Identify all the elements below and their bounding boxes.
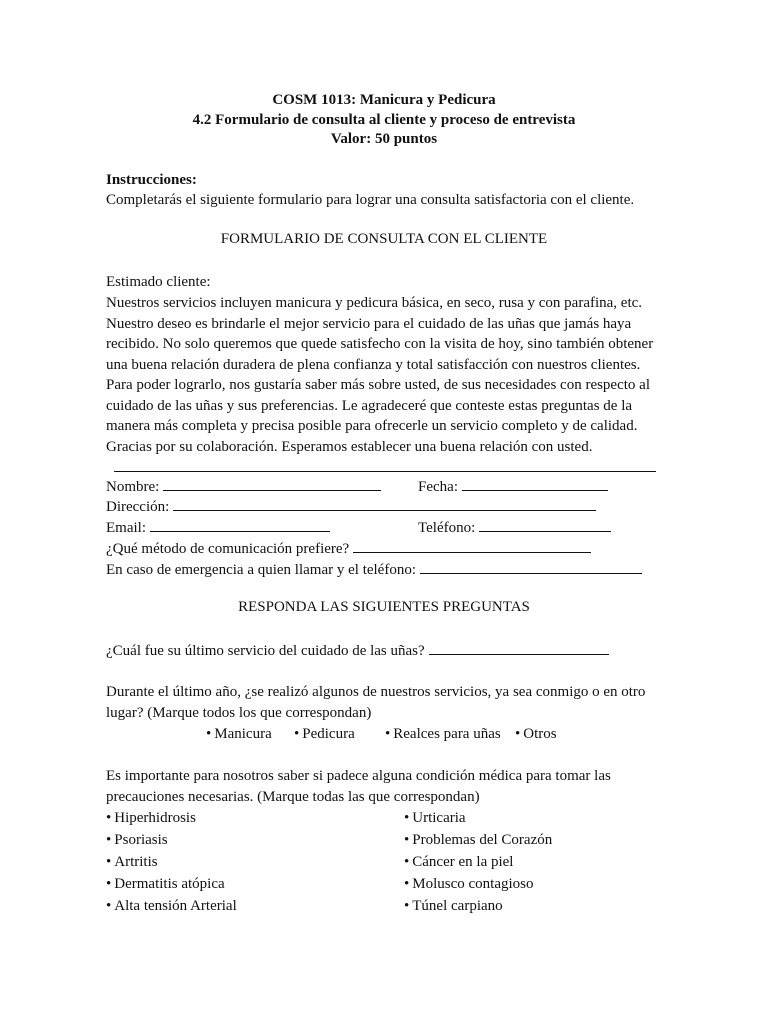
instructions-text: Completarás el siguiente formulario para lograr una consulta satisfactoria con el cliente. [106,192,635,208]
phone-field [418,518,611,539]
address-blank[interactable] [173,497,596,511]
date-blank[interactable] [462,477,608,491]
contact-method-label: ¿Qué método de comunicación prefiere? [106,541,350,557]
letter-line: cuidado de las uñas y sus preferencias. Le agradeceré que conteste estas preguntas de la [106,398,633,414]
contact-method-field [106,539,591,560]
letter-line: Nuestros servicios incluyen manicura y pedicura básica, en seco, rusa y con parafina, etc. [106,295,643,311]
letter-line: una buena relación duradera de plena confianza y total satisfacción con nuestros clientes. [106,357,641,373]
condition-corazon[interactable]: • Problemas del Corazón [404,830,552,851]
course-title: COSM 1013: Manicura y Pedicura [272,92,496,108]
option-realces[interactable]: • Realces para uñas [385,724,501,745]
condition-cancer-piel[interactable]: • Cáncer en la piel [404,852,513,873]
date-field [418,477,608,498]
emergency-field [106,560,642,581]
name-label: Nombre: [106,479,160,495]
name-field [106,477,381,498]
option-manicura[interactable]: • Manicura [206,724,272,745]
letter-line: recibido. No solo queremos que quede satisfecho con la visita de hoy, sino también obtener [106,336,654,352]
condition-urticaria[interactable]: • Urticaria [404,808,466,829]
condition-psoriasis[interactable]: • Psoriasis [106,830,168,851]
question-conditions-line: Es importante para nosotros saber si padece alguna condición médica para tomar las [106,768,611,784]
name-blank[interactable] [163,477,381,491]
condition-alta-tension[interactable]: • Alta tensión Arterial [106,896,237,917]
email-blank[interactable] [150,518,330,532]
option-pedicura[interactable]: • Pedicura [294,724,355,745]
condition-molusco[interactable]: • Molusco contagioso [404,874,534,895]
email-label: Email: [106,520,146,536]
date-label: Fecha: [418,479,458,495]
emergency-label: En caso de emergencia a quien llamar y el teléfono: [106,562,417,578]
condition-hiperhidrosis[interactable]: • Hiperhidrosis [106,808,196,829]
question-services-line: Durante el último año, ¿se realizó algunos de nuestros servicios, ya sea conmigo o en otro [106,684,646,700]
address-field [106,497,596,518]
option-otros[interactable]: • Otros [515,724,557,745]
letter-line: Para poder lograrlo, nos gustaría saber más sobre usted, de sus necesidades con respecto al [106,377,650,393]
letter-greeting: Estimado cliente: [106,274,211,290]
email-field [106,518,330,539]
letter-line: Gracias por su colaboración. Esperamos establecer una buena relación con usted. [106,439,593,455]
last-service-blank[interactable] [429,641,609,655]
points-value: Valor: 50 puntos [330,131,438,147]
letter-line: Nuestro deseo es brindarle el mejor servicio para el cuidado de las uñas que jamás haya [106,316,632,332]
condition-tunel-carpiano[interactable]: • Túnel carpiano [404,896,503,917]
phone-label: Teléfono: [418,520,476,536]
condition-artritis[interactable]: • Artritis [106,852,158,873]
assignment-title: 4.2 Formulario de consulta al cliente y proceso de entrevista [192,112,576,128]
contact-method-blank[interactable] [353,539,591,553]
questions-title: RESPONDA LAS SIGUIENTES PREGUNTAS [238,599,530,615]
form-title: FORMULARIO DE CONSULTA CON EL CLIENTE [220,231,548,247]
question-last-service-label: ¿Cuál fue su último servicio del cuidado de las uñas? [106,643,425,659]
emergency-blank[interactable] [420,560,642,574]
instructions-heading: Instrucciones: [106,172,197,188]
phone-blank[interactable] [479,518,611,532]
question-conditions-line: precauciones necesarias. (Marque todas las que correspondan) [106,789,480,805]
separator-line [114,471,656,472]
address-label: Dirección: [106,499,170,515]
question-last-service [106,641,609,662]
condition-dermatitis[interactable]: • Dermatitis atópica [106,874,225,895]
question-services-line: lugar? (Marque todos los que correspondan) [106,705,372,721]
letter-line: manera más completa y precisa posible para ofrecerle un servicio completo y de calidad. [106,418,638,434]
